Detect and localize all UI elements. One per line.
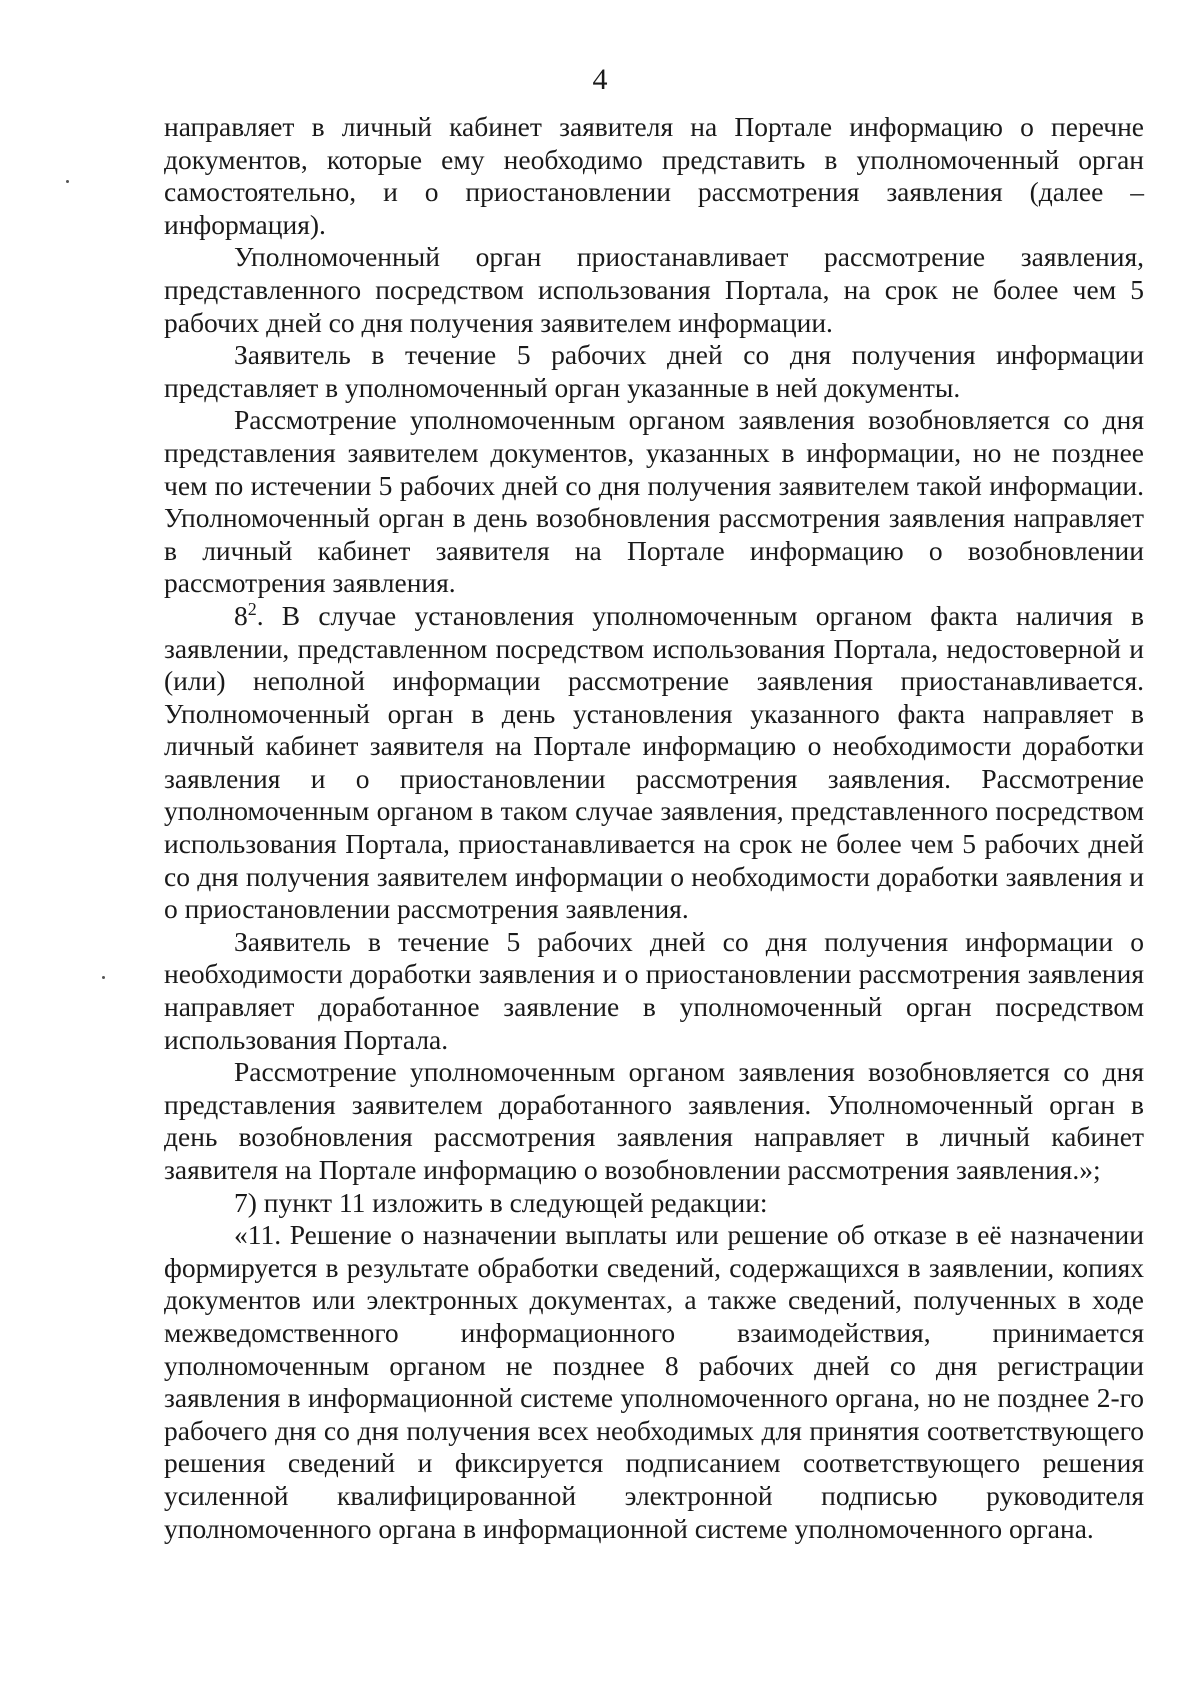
paragraph-continuation: направляет в личный кабинет заявителя на Портале информацию о перечне документов, которые ему необходимо представить в уполномоченный орган самостоятельно, и о приостановлении рассмотрения заявления (далее – информация). — [164, 111, 1144, 240]
paragraph-clause-11: «11. Решение о назначении выплаты или решение об отказе в её назначении формируется в результате обработки сведений, содержащихся в заявлении, копиях документов или электронных документах, а также сведений, полученных в ходе межведомственного информационного взаимодействия, принимается уполномоченным органом не позднее 8 рабочих дней со дня регистрации заявления в информационной системе уполномоченного органа, но не позднее 2-го рабочего дня со дня получения всех необходимых для принятия соответствующего решения сведений и фиксируется подписанием соответствующего решения усиленной квалифицированной электронной подписью руководителя уполномоченного органа в информационной системе уполномоченного органа. — [164, 1219, 1144, 1544]
document-body — [164, 111, 1144, 1545]
paragraph-item-7: 7) пункт 11 изложить в следующей редакции: — [234, 1186, 768, 1218]
paragraph-applicant-documents: Заявитель в течение 5 рабочих дней со дня получения информации представляет в уполномоченный орган указанные в ней документы. — [164, 339, 1144, 403]
paragraph-suspension-term: Уполномоченный орган приостанавливает рассмотрение заявления, представленного посредством использования Портала, на срок не более чем 5 рабочих дней со дня получения заявителем информации. — [164, 241, 1144, 338]
paragraph-revised-application: Заявитель в течение 5 рабочих дней со дня получения информации о необходимости доработки заявления и о приостановлении рассмотрения заявления направляет доработанное заявление в уполномоченный орган посредством использования Портала. — [164, 925, 1144, 1055]
paragraph-resumption: Рассмотрение уполномоченным органом заявления возобновляется со дня представления заявителем документов, указанных в информации, но не позднее чем по истечении 5 рабочих дней со дня получения заявителем такой информации. Уполномоченный орган в день возобновления рассмотрения заявления направляет в личный кабинет заявителя на Портале информацию о возобновлении рассмотрения заявления. — [164, 404, 1144, 599]
scan-speck — [102, 976, 105, 979]
paragraph-resumption-revised: Рассмотрение уполномоченным органом заявления возобновляется со дня представления заявителем доработанного заявления. Уполномоченный орган в день возобновления рассмотрения заявления направляет в личный кабинет заявителя на Портале информацию о возобновлении рассмотрения заявления.»; — [164, 1056, 1144, 1185]
clause-8-2 — [164, 600, 1144, 926]
clause-8-2-superscript: 2 — [247, 598, 257, 619]
scan-speck — [66, 180, 69, 183]
clause-8-2-text: . В случае установления уполномоченным органом факта наличия в заявлении, представленном посредством использования Портала, недостоверной и (или) неполной информации рассмотрение заявления приостанавливается. Уполномоченный орган в день установления указанного факта направляет в личный кабинет заявителя на Портале информацию о необходимости доработки заявления и о приостановлении рассмотрения заявления. Рассмотрение уполномоченным органом в таком случае заявления, представленного посредством использования Портала, приостанавливается на срок не более чем 5 рабочих дней со дня получения заявителем информации о необходимости доработки заявления и о приостановлении рассмотрения заявления. — [164, 599, 1144, 925]
page-number: 4 — [592, 63, 608, 96]
clause-8-2-number: 8 — [234, 599, 248, 631]
